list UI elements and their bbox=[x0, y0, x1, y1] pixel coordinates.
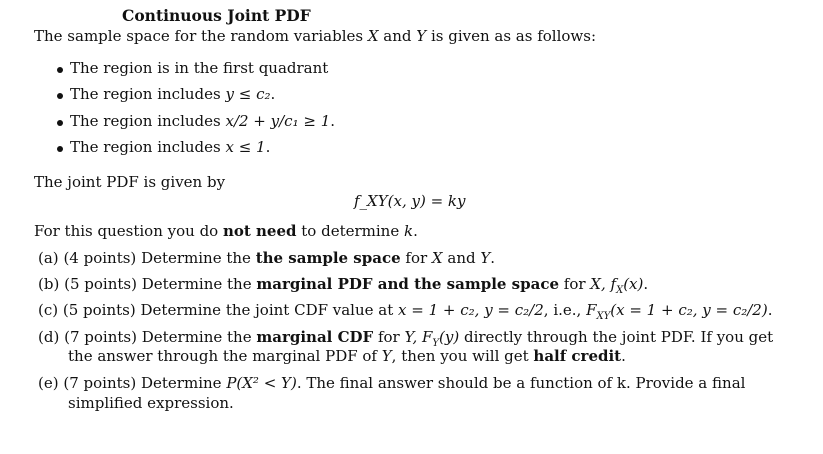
question-e-line-2: simplified expression. bbox=[68, 394, 234, 412]
question-math: (y) bbox=[439, 328, 460, 346]
question-bold: marginal PDF and the sample space bbox=[256, 275, 559, 293]
question-math: Y, F bbox=[404, 328, 433, 346]
question-text: , then you will get bbox=[391, 347, 534, 365]
var-k: k bbox=[404, 222, 414, 240]
question-math: P(X² < Y) bbox=[226, 374, 297, 392]
question-math: (x = 1 + c₂, y = c₂/2) bbox=[610, 301, 768, 319]
question-text: and bbox=[442, 249, 481, 267]
question-text: . bbox=[643, 275, 649, 293]
question-text: Determine the joint CDF value at bbox=[140, 301, 399, 319]
note-bold: not need bbox=[222, 222, 297, 240]
note-text: For this question you do bbox=[34, 222, 223, 240]
bullet-math: x/2 + y/c₁ ≥ 1 bbox=[225, 112, 331, 130]
question-text: . The final answer should be a function of k. Provide a final bbox=[296, 374, 746, 392]
question-d-line-2 bbox=[68, 347, 626, 365]
var-y: Y bbox=[416, 27, 427, 45]
question-points: (7 points) bbox=[64, 328, 137, 346]
bullet-tail: . bbox=[330, 112, 336, 130]
question-points: (4 points) bbox=[63, 249, 137, 267]
question-points: (7 points) bbox=[63, 374, 137, 392]
question-text: Determine the bbox=[141, 275, 257, 293]
var-x: X bbox=[367, 27, 379, 45]
question-b bbox=[38, 275, 648, 296]
bullet-item bbox=[70, 59, 328, 77]
question-points: (5 points) bbox=[64, 275, 137, 293]
question-e bbox=[38, 374, 745, 392]
question-text: for bbox=[559, 275, 591, 293]
bullet-dot bbox=[57, 120, 63, 126]
bullet-text: The region includes bbox=[70, 85, 226, 103]
question-label: (b) bbox=[38, 275, 60, 293]
bullet-dot bbox=[57, 146, 63, 152]
question-text: , i.e., bbox=[543, 301, 587, 319]
question-c bbox=[38, 301, 773, 322]
bullet-item bbox=[70, 112, 335, 130]
bullet-text: The region includes bbox=[70, 112, 226, 130]
question-label: (e) bbox=[38, 374, 59, 392]
note-paragraph bbox=[34, 222, 418, 240]
question-d bbox=[38, 328, 773, 349]
pdf-formula: f_XY(x, y) = ky bbox=[354, 192, 466, 210]
question-math: X, f bbox=[590, 275, 617, 293]
bullet-item bbox=[70, 138, 270, 156]
var-x: X bbox=[431, 249, 443, 267]
bullet-dot bbox=[57, 93, 63, 99]
document-title: Continuous Joint PDF bbox=[122, 6, 311, 25]
intro-text-start: The sample space for the random variables bbox=[34, 27, 368, 45]
question-subscript: Y bbox=[432, 338, 440, 349]
question-label: (c) bbox=[38, 301, 59, 319]
question-text: Determine bbox=[141, 374, 227, 392]
bullet-dot bbox=[57, 67, 63, 73]
bullet-text: The region includes bbox=[70, 138, 226, 156]
question-label: (a) bbox=[38, 249, 59, 267]
question-text: directly through the joint PDF. If you get bbox=[459, 328, 774, 346]
question-text: . bbox=[490, 249, 496, 267]
question-points: (5 points) bbox=[62, 301, 136, 319]
intro-text-end: is given as as follows: bbox=[426, 27, 597, 45]
bullet-math: x ≤ 1 bbox=[225, 138, 266, 156]
question-text: for bbox=[400, 249, 432, 267]
question-bold: half credit bbox=[533, 347, 622, 365]
question-subscript: XY bbox=[596, 311, 611, 322]
note-text-post: to determine bbox=[296, 222, 404, 240]
intro-paragraph bbox=[34, 27, 596, 45]
bullet-tail: . bbox=[270, 85, 276, 103]
question-text: Determine the bbox=[141, 249, 256, 267]
bullet-text: The region is in the first quadrant bbox=[70, 59, 329, 77]
question-text: . bbox=[621, 347, 626, 365]
pdf-intro: The joint PDF is given by bbox=[34, 173, 226, 191]
var-y: Y bbox=[480, 249, 491, 267]
question-a bbox=[38, 249, 495, 267]
note-end: . bbox=[413, 222, 418, 240]
question-text: for bbox=[373, 328, 405, 346]
question-text: Determine the bbox=[141, 328, 257, 346]
question-text: the answer through the marginal PDF of bbox=[68, 347, 382, 365]
question-bold: the sample space bbox=[255, 249, 401, 267]
intro-text-and: and bbox=[378, 27, 417, 45]
question-subscript: X bbox=[616, 285, 624, 296]
var-y: Y bbox=[381, 347, 392, 365]
bullet-tail: . bbox=[265, 138, 271, 156]
question-math: (x) bbox=[623, 275, 644, 293]
bullet-item bbox=[70, 85, 275, 103]
question-text: . bbox=[767, 301, 773, 319]
question-math: x = 1 + c₂, y = c₂/2 bbox=[398, 301, 544, 319]
bullet-math: y ≤ c₂ bbox=[225, 85, 271, 103]
question-bold: marginal CDF bbox=[256, 328, 374, 346]
question-label: (d) bbox=[38, 328, 60, 346]
question-math: F bbox=[586, 301, 597, 319]
